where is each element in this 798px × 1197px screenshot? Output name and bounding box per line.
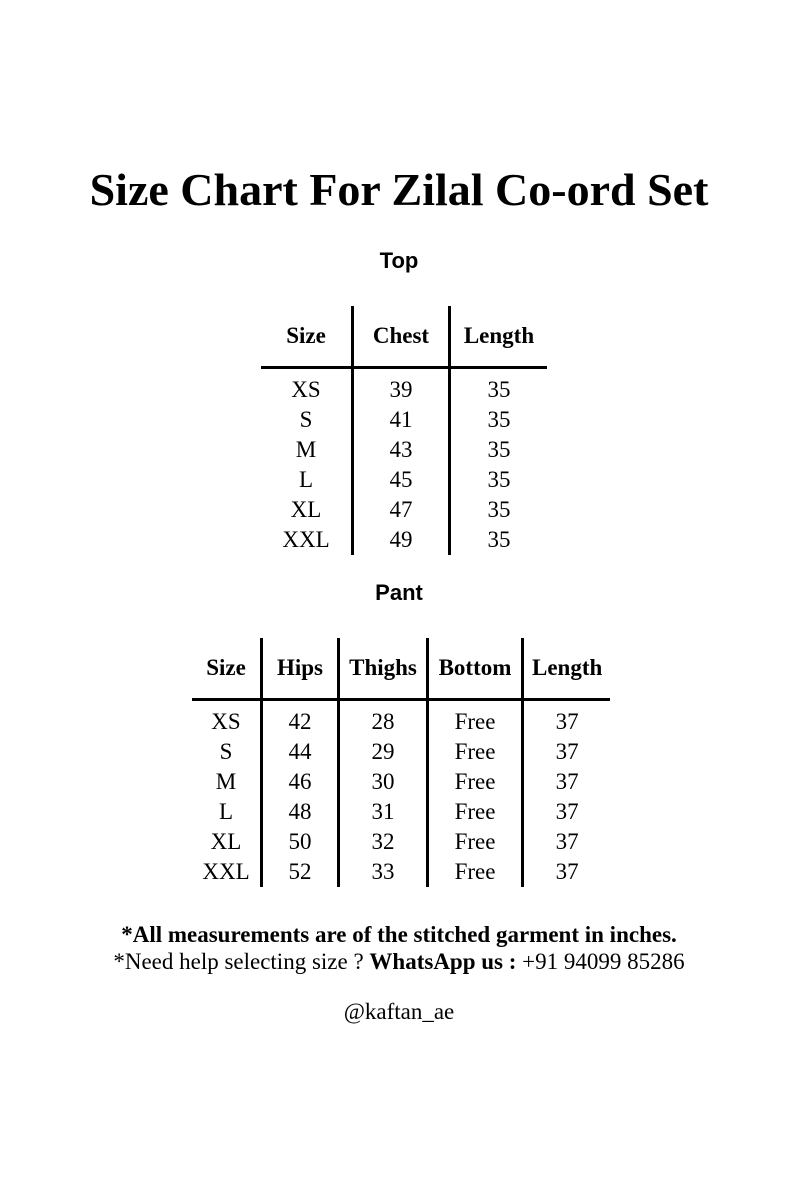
column-header-size: Size [192, 638, 262, 700]
table-row [261, 368, 547, 406]
cell-length: 35 [450, 495, 548, 525]
cell-hips: 46 [262, 767, 339, 797]
cell-length: 37 [523, 700, 611, 738]
cell-length: 37 [523, 857, 611, 887]
cell-length: 35 [450, 405, 548, 435]
cell-bottom: Free [428, 737, 523, 767]
cell-length: 35 [450, 465, 548, 495]
table-row [192, 737, 610, 767]
cell-size: L [218, 799, 234, 824]
measurement-note: *All measurements are of the stitched garment in inches. [121, 922, 677, 947]
cell-hips: 52 [262, 857, 339, 887]
table-row [261, 465, 547, 495]
cell-length: 35 [450, 368, 548, 406]
column-header-bottom: Bottom [428, 638, 523, 700]
column-header-length: Length [523, 638, 611, 700]
column-header-hips: Hips [262, 638, 339, 700]
cell-chest: 47 [353, 495, 450, 525]
cell-size: XS [211, 709, 241, 734]
table-row [261, 525, 547, 555]
table-row [192, 827, 610, 857]
pant-size-table [192, 638, 610, 887]
cell-size: XXL [202, 859, 250, 884]
table-row [192, 700, 610, 738]
cell-size: L [298, 467, 314, 492]
table-row [261, 495, 547, 525]
help-note [0, 948, 798, 976]
cell-bottom: Free [428, 767, 523, 797]
cell-chest: 39 [353, 368, 450, 406]
cell-size: M [295, 437, 317, 462]
cell-bottom: Free [428, 827, 523, 857]
cell-length: 37 [523, 737, 611, 767]
cell-size: XS [291, 377, 321, 402]
cell-bottom: Free [428, 700, 523, 738]
whatsapp-label: WhatsApp us : [369, 949, 517, 974]
table-row [192, 797, 610, 827]
cell-thighs: 32 [339, 827, 428, 857]
column-header-thighs: Thighs [339, 638, 428, 700]
cell-hips: 50 [262, 827, 339, 857]
cell-size: S [219, 739, 233, 764]
table-row [192, 857, 610, 887]
top-section-heading: Top [379, 248, 419, 273]
table-header-row [192, 638, 610, 700]
cell-chest: 49 [353, 525, 450, 555]
top-size-table [261, 306, 547, 555]
cell-hips: 44 [262, 737, 339, 767]
cell-size: XXL [282, 527, 330, 552]
cell-length: 37 [523, 767, 611, 797]
cell-chest: 45 [353, 465, 450, 495]
cell-thighs: 33 [339, 857, 428, 887]
column-header-length: Length [450, 306, 548, 368]
cell-bottom: Free [428, 857, 523, 887]
cell-length: 37 [523, 797, 611, 827]
table-row [261, 405, 547, 435]
cell-thighs: 29 [339, 737, 428, 767]
table-header-row [261, 306, 547, 368]
cell-bottom: Free [428, 797, 523, 827]
cell-size: M [215, 769, 237, 794]
cell-size: XL [210, 829, 242, 854]
table-row [261, 435, 547, 465]
cell-chest: 41 [353, 405, 450, 435]
help-note-prefix: *Need help selecting size ? [113, 949, 364, 974]
cell-size: XL [290, 497, 322, 522]
cell-hips: 42 [262, 700, 339, 738]
page-title: Size Chart For Zilal Co-ord Set [89, 164, 709, 215]
cell-length: 37 [523, 827, 611, 857]
cell-thighs: 28 [339, 700, 428, 738]
whatsapp-phone-number: +91 94099 85286 [522, 949, 685, 974]
social-handle: @kaftan_ae [343, 999, 455, 1024]
table-row [192, 767, 610, 797]
column-header-size: Size [261, 306, 353, 368]
cell-thighs: 31 [339, 797, 428, 827]
cell-chest: 43 [353, 435, 450, 465]
cell-hips: 48 [262, 797, 339, 827]
cell-thighs: 30 [339, 767, 428, 797]
pant-section-heading: Pant [375, 580, 423, 605]
cell-size: S [299, 407, 313, 432]
cell-length: 35 [450, 525, 548, 555]
cell-length: 35 [450, 435, 548, 465]
column-header-chest: Chest [353, 306, 450, 368]
